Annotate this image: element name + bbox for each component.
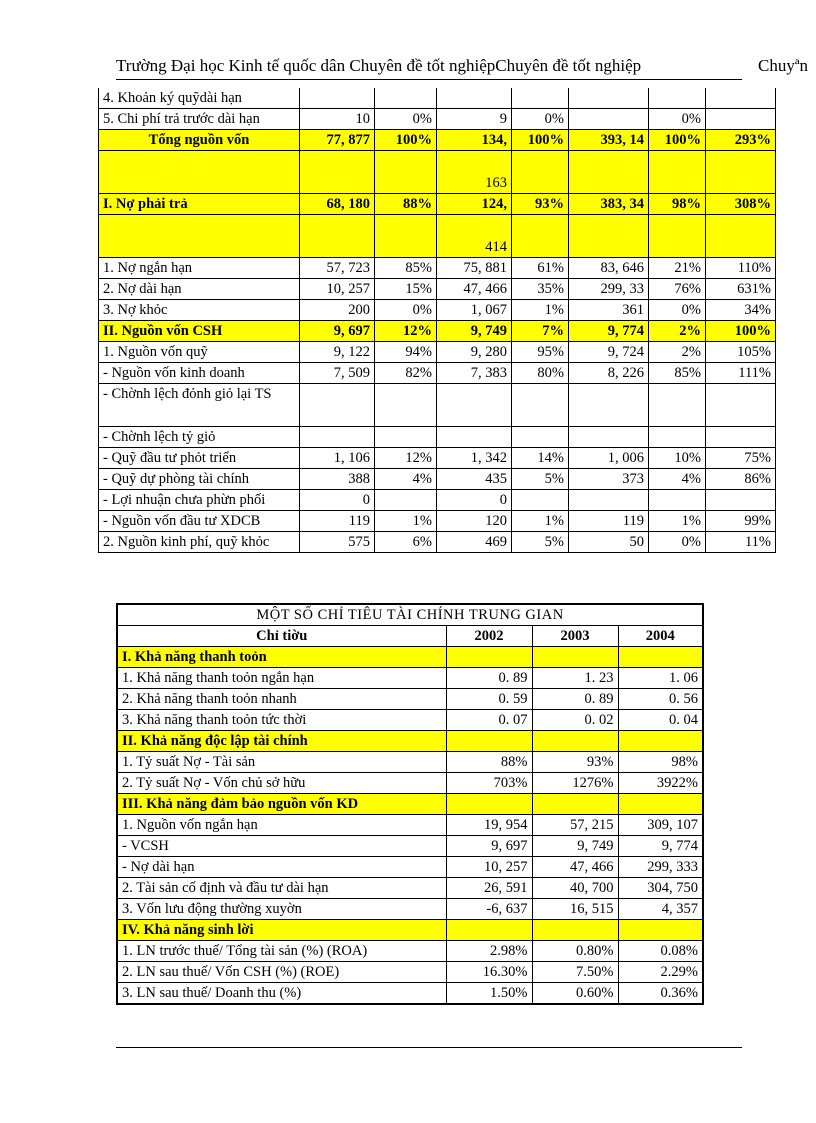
cell-value: 9: [437, 109, 512, 130]
cell-value: 0.08%: [618, 941, 703, 962]
cell-value: [569, 215, 649, 258]
cell-value: 98%: [618, 752, 703, 773]
cell-value: 1%: [512, 300, 569, 321]
table-row: [99, 532, 776, 553]
row-label: 3. Nợ khỏc: [99, 300, 300, 321]
cell-value: 9, 774: [569, 321, 649, 342]
cell-value: 85%: [375, 258, 437, 279]
row-label: 2. Tài sản cố định và đầu tư dài hạn: [117, 878, 446, 899]
cell-value: 134,: [437, 130, 512, 151]
cell-value: 75%: [706, 448, 776, 469]
cell-value: [446, 920, 532, 941]
cell-value: [300, 384, 375, 427]
table-row: [99, 384, 776, 427]
row-label: [99, 215, 300, 258]
cell-value: [706, 151, 776, 194]
table-row: [99, 469, 776, 490]
row-label: I. Nợ phải trả: [99, 194, 300, 215]
cell-value: 47, 466: [532, 857, 618, 878]
cell-value: [512, 215, 569, 258]
cell-value: [706, 490, 776, 511]
cell-value: 100%: [512, 130, 569, 151]
cell-value: [618, 794, 703, 815]
cell-value: 88%: [375, 194, 437, 215]
cell-value: [512, 384, 569, 427]
cell-value: 309, 107: [618, 815, 703, 836]
cell-value: 120: [437, 511, 512, 532]
cell-value: 7, 383: [437, 363, 512, 384]
cell-value: 16.30%: [446, 962, 532, 983]
cell-value: [649, 88, 706, 109]
cell-value: [512, 490, 569, 511]
cell-value: 0%: [649, 532, 706, 553]
row-label: IV. Khả năng sinh lời: [117, 920, 446, 941]
table-row: [117, 983, 703, 1005]
row-label: 1. Tỷ suất Nợ - Tài sản: [117, 752, 446, 773]
table-row: [99, 511, 776, 532]
cell-value: [446, 647, 532, 668]
cell-value: 0. 56: [618, 689, 703, 710]
cell-value: 34%: [706, 300, 776, 321]
cell-value: 1%: [375, 511, 437, 532]
table-title: MỘT SỐ CHỈ TIÊU TÀI CHÍNH TRUNG GIAN: [117, 604, 703, 626]
cell-value: 9, 749: [532, 836, 618, 857]
cell-value: [446, 794, 532, 815]
cell-value: 93%: [532, 752, 618, 773]
row-label: 2. Tỷ suất Nợ - Vốn chủ sở hữu: [117, 773, 446, 794]
cell-value: [512, 151, 569, 194]
cell-value: [618, 731, 703, 752]
table-row: [99, 130, 776, 151]
cell-value: 373: [569, 469, 649, 490]
cell-value: 0. 89: [446, 668, 532, 689]
table-row: [117, 962, 703, 983]
cell-value: 0. 07: [446, 710, 532, 731]
cell-value: [437, 427, 512, 448]
cell-value: 0: [300, 490, 375, 511]
table-header-row: [117, 626, 703, 647]
cell-value: 9, 697: [300, 321, 375, 342]
cell-value: 0%: [512, 109, 569, 130]
cell-value: [706, 215, 776, 258]
cell-value: 105%: [706, 342, 776, 363]
table-row: [117, 836, 703, 857]
cell-value: 16, 515: [532, 899, 618, 920]
section-row: [117, 920, 703, 941]
cell-value: 0. 02: [532, 710, 618, 731]
table-row: [99, 194, 776, 215]
cell-value: 40, 700: [532, 878, 618, 899]
page-header: [116, 56, 816, 78]
cell-value: 4%: [649, 469, 706, 490]
cell-value: 76%: [649, 279, 706, 300]
cell-value: 9, 724: [569, 342, 649, 363]
cell-value: 383, 34: [569, 194, 649, 215]
cell-value: [569, 427, 649, 448]
cell-value: 10: [300, 109, 375, 130]
cell-value: [375, 384, 437, 427]
header-tail: Chuyªn: [758, 56, 809, 75]
table-row: [117, 773, 703, 794]
row-label: 1. Nợ ngắn hạn: [99, 258, 300, 279]
cell-value: [649, 384, 706, 427]
cell-value: [569, 88, 649, 109]
row-label: - Nợ dài hạn: [117, 857, 446, 878]
row-label: 1. LN trước thuế/ Tổng tài sản (%) (ROA): [117, 941, 446, 962]
cell-value: 4%: [375, 469, 437, 490]
cell-value: [300, 88, 375, 109]
row-label: - Nguồn vốn đầu tư XDCB: [99, 511, 300, 532]
footer-rule: [116, 1047, 742, 1048]
cell-value: 293%: [706, 130, 776, 151]
row-label: - Quỹ dự phòng tài chính: [99, 469, 300, 490]
cell-value: 12%: [375, 321, 437, 342]
row-label: 2. Nguồn kinh phí, quỹ khỏc: [99, 532, 300, 553]
row-label: 5. Chi phí trả trước dài hạn: [99, 109, 300, 130]
cell-value: 75, 881: [437, 258, 512, 279]
cell-value: 1. 23: [532, 668, 618, 689]
table-row: [99, 109, 776, 130]
balance-sheet-table: [98, 88, 776, 553]
row-label: 1. Khả năng thanh toỏn ngắn hạn: [117, 668, 446, 689]
cell-value: [532, 794, 618, 815]
cell-value: [569, 151, 649, 194]
cell-value: 1, 106: [300, 448, 375, 469]
cell-value: 9, 774: [618, 836, 703, 857]
financial-ratios-table: [116, 603, 704, 1005]
cell-value: 200: [300, 300, 375, 321]
column-header: 2002: [446, 626, 532, 647]
cell-value: 3922%: [618, 773, 703, 794]
row-label: - Nguồn vốn kinh doanh: [99, 363, 300, 384]
cell-value: 61%: [512, 258, 569, 279]
row-label: 2. Khả năng thanh toỏn nhanh: [117, 689, 446, 710]
cell-value: 7, 509: [300, 363, 375, 384]
cell-value: [649, 215, 706, 258]
row-label: 2. LN sau thuế/ Vốn CSH (%) (ROE): [117, 962, 446, 983]
cell-value: 1.50%: [446, 983, 532, 1005]
cell-value: 2%: [649, 342, 706, 363]
column-header: 2003: [532, 626, 618, 647]
cell-value: 1, 006: [569, 448, 649, 469]
cell-value: [300, 151, 375, 194]
table-row: [117, 899, 703, 920]
cell-value: 6%: [375, 532, 437, 553]
row-label: - Chờnh lệch đỏnh giỏ lại TS: [99, 384, 300, 427]
cell-value: 68, 180: [300, 194, 375, 215]
cell-value: 0: [437, 490, 512, 511]
table-row: [99, 151, 776, 194]
cell-value: 94%: [375, 342, 437, 363]
cell-value: 1. 06: [618, 668, 703, 689]
row-label: - VCSH: [117, 836, 446, 857]
cell-value: 124,: [437, 194, 512, 215]
cell-value: [706, 109, 776, 130]
cell-value: 11%: [706, 532, 776, 553]
cell-value: [706, 384, 776, 427]
cell-value: 388: [300, 469, 375, 490]
cell-value: [375, 88, 437, 109]
row-label: [99, 151, 300, 194]
cell-value: [437, 384, 512, 427]
column-header: 2004: [618, 626, 703, 647]
cell-value: [569, 384, 649, 427]
cell-value: 100%: [706, 321, 776, 342]
cell-value: 110%: [706, 258, 776, 279]
cell-value: 119: [569, 511, 649, 532]
section-row: [117, 647, 703, 668]
table-row: [99, 363, 776, 384]
table-row: [117, 668, 703, 689]
cell-value: [375, 215, 437, 258]
cell-value: 12%: [375, 448, 437, 469]
row-label: 3. Khả năng thanh toỏn tức thời: [117, 710, 446, 731]
cell-value: 393, 14: [569, 130, 649, 151]
cell-value: [569, 490, 649, 511]
cell-value: 299, 333: [618, 857, 703, 878]
cell-value: 1276%: [532, 773, 618, 794]
cell-value: 0%: [649, 109, 706, 130]
table-row: [117, 878, 703, 899]
cell-value: [532, 647, 618, 668]
table-row: [99, 88, 776, 109]
cell-value: 9, 697: [446, 836, 532, 857]
cell-value: 93%: [512, 194, 569, 215]
cell-value: [532, 731, 618, 752]
cell-value: [618, 920, 703, 941]
cell-value: 1, 342: [437, 448, 512, 469]
cell-value: 0%: [375, 109, 437, 130]
table-row: [99, 427, 776, 448]
table-row: [99, 215, 776, 258]
cell-value: 100%: [375, 130, 437, 151]
cell-value: 4, 357: [618, 899, 703, 920]
cell-value: 0%: [375, 300, 437, 321]
table-row: [99, 321, 776, 342]
cell-value: 2.98%: [446, 941, 532, 962]
cell-value: 8, 226: [569, 363, 649, 384]
cell-value: 163: [437, 151, 512, 194]
row-label: II. Nguồn vốn CSH: [99, 321, 300, 342]
table-title-row: [117, 604, 703, 626]
cell-value: 15%: [375, 279, 437, 300]
cell-value: 10, 257: [446, 857, 532, 878]
cell-value: 47, 466: [437, 279, 512, 300]
cell-value: [446, 731, 532, 752]
cell-value: 88%: [446, 752, 532, 773]
column-header: Chỉ tiờu: [117, 626, 446, 647]
cell-value: 631%: [706, 279, 776, 300]
cell-value: 57, 723: [300, 258, 375, 279]
header-rule: [116, 79, 742, 80]
cell-value: 0.60%: [532, 983, 618, 1005]
cell-value: 469: [437, 532, 512, 553]
cell-value: 10, 257: [300, 279, 375, 300]
cell-value: 14%: [512, 448, 569, 469]
cell-value: 95%: [512, 342, 569, 363]
row-label: - Quỹ đầu tư phỏt triển: [99, 448, 300, 469]
table-row: [117, 710, 703, 731]
cell-value: 5%: [512, 469, 569, 490]
cell-value: 57, 215: [532, 815, 618, 836]
table-row: [99, 300, 776, 321]
row-label: II. Khả năng độc lập tài chính: [117, 731, 446, 752]
cell-value: 299, 33: [569, 279, 649, 300]
cell-value: [300, 427, 375, 448]
cell-value: 35%: [512, 279, 569, 300]
section-row: [117, 794, 703, 815]
table-row: [117, 815, 703, 836]
cell-value: 1%: [512, 511, 569, 532]
header-title: Trường Đại học Kinh tế quốc dân Chuyên đề tốt nghiệpChuyên đề tốt nghiệp: [116, 56, 642, 75]
table-row: [99, 448, 776, 469]
cell-value: 575: [300, 532, 375, 553]
cell-value: 98%: [649, 194, 706, 215]
cell-value: 0%: [649, 300, 706, 321]
cell-value: 1, 067: [437, 300, 512, 321]
cell-value: 85%: [649, 363, 706, 384]
table-row: [99, 490, 776, 511]
cell-value: 304, 750: [618, 878, 703, 899]
cell-value: [512, 88, 569, 109]
table-row: [99, 342, 776, 363]
row-label: I. Khả năng thanh toỏn: [117, 647, 446, 668]
cell-value: 0.36%: [618, 983, 703, 1005]
cell-value: 308%: [706, 194, 776, 215]
cell-value: [532, 920, 618, 941]
row-label: 3. LN sau thuế/ Doanh thu (%): [117, 983, 446, 1005]
cell-value: 5%: [512, 532, 569, 553]
cell-value: 26, 591: [446, 878, 532, 899]
table-row: [117, 689, 703, 710]
cell-value: 77, 877: [300, 130, 375, 151]
cell-value: 2.29%: [618, 962, 703, 983]
row-label: 2. Nợ dài hạn: [99, 279, 300, 300]
cell-value: 82%: [375, 363, 437, 384]
cell-value: 9, 280: [437, 342, 512, 363]
cell-value: 0. 89: [532, 689, 618, 710]
cell-value: [649, 490, 706, 511]
cell-value: 50: [569, 532, 649, 553]
cell-value: [569, 109, 649, 130]
cell-value: [706, 427, 776, 448]
cell-value: 80%: [512, 363, 569, 384]
cell-value: 361: [569, 300, 649, 321]
table-row: [99, 258, 776, 279]
cell-value: [375, 427, 437, 448]
cell-value: [375, 151, 437, 194]
cell-value: 10%: [649, 448, 706, 469]
cell-value: 414: [437, 215, 512, 258]
cell-value: 703%: [446, 773, 532, 794]
row-label: 1. Nguồn vốn ngắn hạn: [117, 815, 446, 836]
cell-value: 19, 954: [446, 815, 532, 836]
cell-value: [375, 490, 437, 511]
cell-value: 9, 749: [437, 321, 512, 342]
cell-value: 0.80%: [532, 941, 618, 962]
row-label: - Chờnh lệch tỷ giỏ: [99, 427, 300, 448]
cell-value: 2%: [649, 321, 706, 342]
table-row: [117, 941, 703, 962]
cell-value: 7.50%: [532, 962, 618, 983]
cell-value: 86%: [706, 469, 776, 490]
cell-value: [649, 151, 706, 194]
row-label: - Lợi nhuận chưa phừn phối: [99, 490, 300, 511]
cell-value: 1%: [649, 511, 706, 532]
cell-value: [300, 215, 375, 258]
cell-value: [437, 88, 512, 109]
cell-value: 21%: [649, 258, 706, 279]
row-label: Tổng nguồn vốn: [99, 130, 300, 151]
cell-value: 100%: [649, 130, 706, 151]
table-row: [117, 857, 703, 878]
row-label: III. Khả năng đảm bảo nguồn vốn KD: [117, 794, 446, 815]
cell-value: 119: [300, 511, 375, 532]
cell-value: [512, 427, 569, 448]
cell-value: -6, 637: [446, 899, 532, 920]
cell-value: 7%: [512, 321, 569, 342]
cell-value: [649, 427, 706, 448]
section-row: [117, 731, 703, 752]
row-label: 4. Khoản ký quỹdài hạn: [99, 88, 300, 109]
table-row: [117, 752, 703, 773]
cell-value: 83, 646: [569, 258, 649, 279]
cell-value: 0. 04: [618, 710, 703, 731]
row-label: 1. Nguồn vốn quỹ: [99, 342, 300, 363]
cell-value: 111%: [706, 363, 776, 384]
cell-value: [618, 647, 703, 668]
cell-value: 0. 59: [446, 689, 532, 710]
cell-value: 435: [437, 469, 512, 490]
cell-value: 99%: [706, 511, 776, 532]
row-label: 3. Vốn lưu động thường xuyờn: [117, 899, 446, 920]
table-row: [99, 279, 776, 300]
cell-value: [706, 88, 776, 109]
cell-value: 9, 122: [300, 342, 375, 363]
